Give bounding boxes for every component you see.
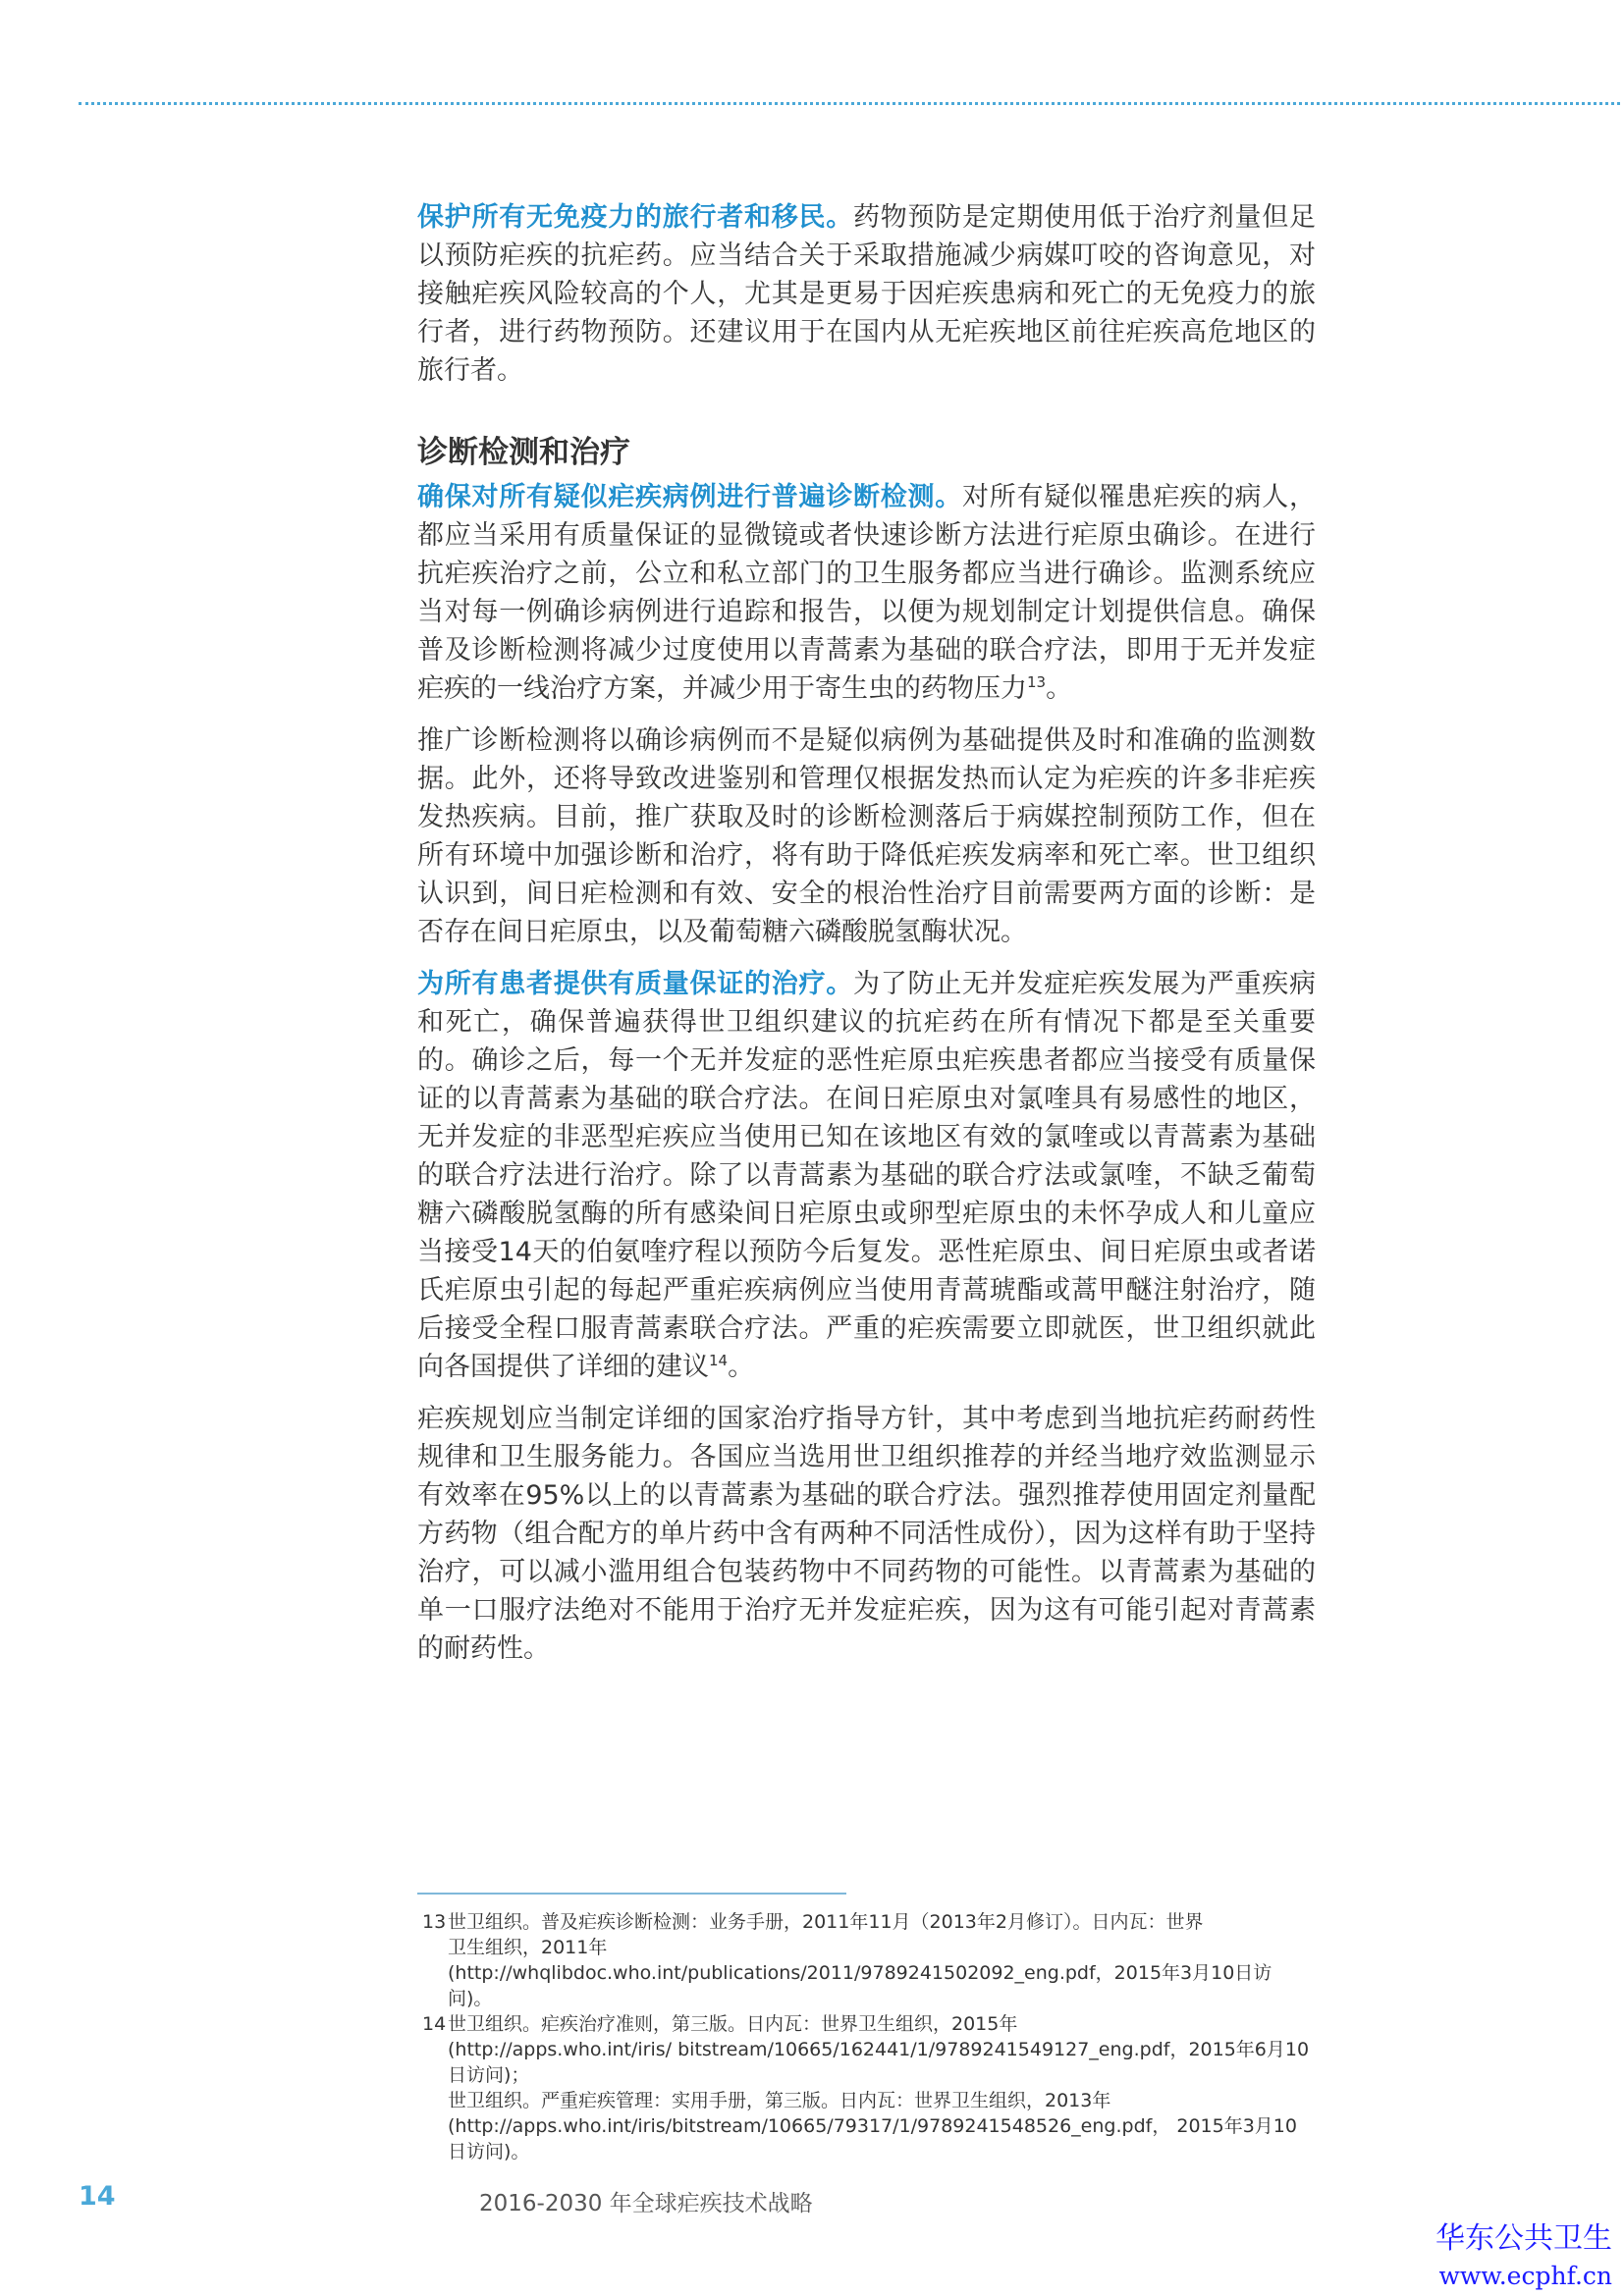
watermark-name: 华东公共卫生 (1435, 2221, 1612, 2256)
footnote-line: 世卫组织。普及疟疾诊断检测：业务手册，2011年11月（2013年2月修订）。日内瓦：世界 (448, 1911, 1204, 1933)
paragraph-text: 为了防止无并发症疟疾发展为严重疾病和死亡，确保普遍获得世卫组织建议的抗疟药在所有情况下都是至关重要的。确诊之后，每一个无并发症的恶性疟原虫疟疾患者都应当接受有质量保证的以青蒿素为基础的联合疗法。在间日疟原虫对氯喹具有易感性的地区，无并发症的非恶型疟疾应当使用已知在该地区有效的氯喹或以青蒿素为基础的联合疗法进行治疗。除了以青蒿素为基础的联合疗法或氯喹，不缺乏葡萄糖六磷酸脱氢酶的所有感染间日疟原虫或卵型疟原虫的未怀孕成人和儿童应当接受14天的伯氨喹疗程以预防今后复发。恶性疟原虫、间日疟原虫或者诺氏疟原虫引起的每起严重疟疾病例应当使用青蒿琥酯或蒿甲醚注射治疗，随后接受全程口服青蒿素联合疗法。严重的疟疾需要立即就医，世卫组织就此向各国提供了详细的建议 (417, 969, 1316, 1382)
paragraph-treatment (417, 965, 1316, 1386)
footnote-link[interactable]: (http://apps.who.int/iris/bitstream/10665/79317/1/9789241548526_eng.pdf， 2015年3月10日访问)。 (448, 2115, 1297, 2163)
running-title: 2016-2030 年全球疟疾技术战略 (479, 2191, 813, 2216)
paragraph-text: 对所有疑似罹患疟疾的病人，都应当采用有质量保证的显微镜或者快速诊断方法进行疟原虫确诊。在进行抗疟疾治疗之前，公立和私立部门的卫生服务都应当进行确诊。监测系统应当对每一例确诊病例进行追踪和报告，以便为规划制定计划提供信息。确保普及诊断检测将减少过度使用以青蒿素为基础的联合疗法，即用于无并发症疟疾的一线治疗方案，并减少用于寄生虫的药物压力 (417, 482, 1316, 704)
footnote-divider (417, 1893, 846, 1895)
paragraph-scale-up (417, 721, 1316, 951)
paragraph-travellers (417, 198, 1316, 390)
page-number: 14 (79, 2181, 116, 2212)
header-dotted-rule (79, 102, 1620, 105)
paragraph-guidelines (417, 1400, 1316, 1668)
footnote-line: 世卫组织。疟疾治疗准则，第三版。日内瓦：世界卫生组织，2015年 (448, 2013, 1018, 2035)
paragraph-text: 推广诊断检测将以确诊病例而不是疑似病例为基础提供及时和准确的监测数据。此外，还将导致改进鉴别和管理仅根据发热而认定为疟疾的许多非疟疾发热疾病。目前，推广获取及时的诊断检测落后于病媒控制预防工作，但在所有环境中加强诊断和治疗，将有助于降低疟疾发病率和死亡率。世卫组织认识到，间日疟检测和有效、安全的根治性治疗目前需要两方面的诊断：是否存在间日疟原虫，以及葡萄糖六磷酸脱氢酶状况。 (417, 725, 1316, 947)
footnote-14 (422, 2011, 1311, 2164)
paragraph-lead: 确保对所有疑似疟疾病例进行普遍诊断检测。 (417, 482, 962, 512)
paragraph-lead: 保护所有无免疫力的旅行者和移民。 (417, 202, 853, 233)
watermark (1435, 2220, 1612, 2295)
footnote-link[interactable]: (http://apps.who.int/iris/ bitstream/10665/162441/1/9789241549127_eng.pdf，2015年6月10日访问)； (448, 2039, 1310, 2086)
paragraph-diagnostic-testing (417, 478, 1316, 708)
footnote-number: 13 (422, 1911, 447, 1933)
footnote-link[interactable]: (http://whqlibdoc.who.int/publications/2011/9789241502092_eng.pdf，2015年3月10日访问)。 (448, 1962, 1272, 2009)
footnote-ref-14[interactable]: 14 (709, 1352, 729, 1369)
footnote-line: 世卫组织。严重疟疾管理：实用手册，第三版。日内瓦：世界卫生组织，2013年 (448, 2090, 1111, 2111)
paragraph-end: 。 (1046, 673, 1073, 704)
paragraph-end: 。 (728, 1352, 755, 1382)
paragraph-text: 疟疾规划应当制定详细的国家治疗指导方针，其中考虑到当地抗疟药耐药性规律和卫生服务能力。各国应当选用世卫组织推荐的并经当地疗效监测显示有效率在95%以上的以青蒿素为基础的联合疗法。强烈推荐使用固定剂量配方药物（组合配方的单片药中含有两种不同活性成份），因为这样有助于坚持治疗，可以减小滥用组合包装药物中不同药物的可能性。以青蒿素为基础的单一口服疗法绝对不能用于治疗无并发症疟疾，因为这有可能引起对青蒿素的耐药性。 (417, 1404, 1316, 1664)
footnote-13 (422, 1909, 1311, 2011)
footnote-body (448, 2011, 1311, 2164)
footnote-ref-13[interactable]: 13 (1027, 673, 1047, 691)
paragraph-lead: 为所有患者提供有质量保证的治疗。 (417, 969, 853, 999)
footnote-number: 14 (422, 2013, 447, 2035)
footnote-body (448, 1909, 1311, 2011)
footnote-line: 卫生组织，2011年 (448, 1937, 608, 1958)
main-content (417, 198, 1316, 1668)
section-heading: 诊断检测和治疗 (417, 435, 630, 470)
footnotes (422, 1909, 1311, 2164)
watermark-url[interactable]: www.ecphf.cn (1438, 2262, 1612, 2290)
paragraph-text: 药物预防是定期使用低于治疗剂量但足以预防疟疾的抗疟药。应当结合关于采取措施减少病媒叮咬的咨询意见，对接触疟疾风险较高的个人，尤其是更易于因疟疾患病和死亡的无免疫力的旅行者，进行药物预防。还建议用于在国内从无疟疾地区前往疟疾高危地区的旅行者。 (417, 202, 1316, 386)
